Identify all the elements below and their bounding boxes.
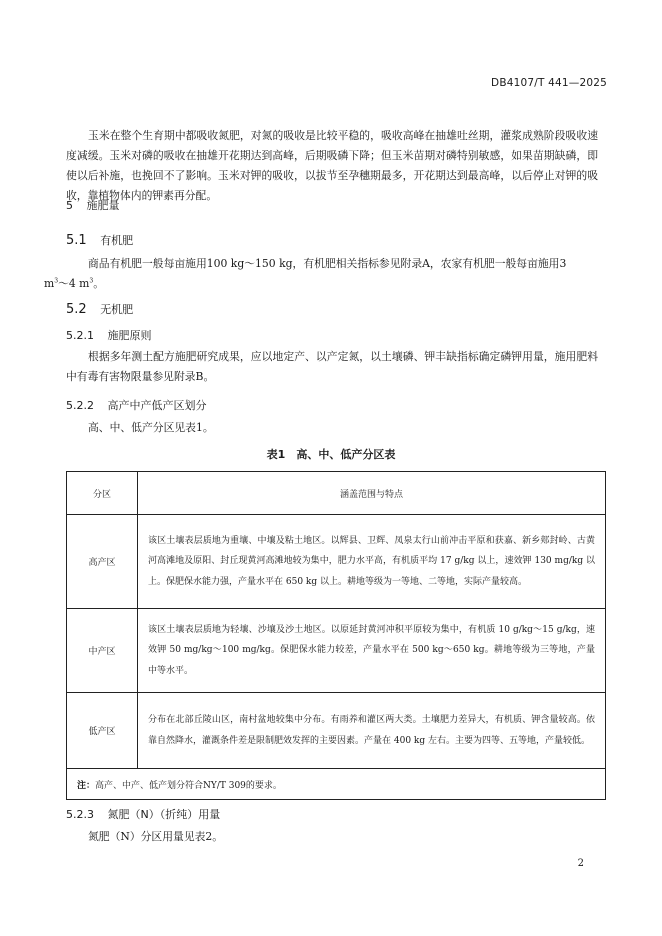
table-header-row [67, 472, 606, 515]
nitrogen-reference-paragraph: 氮肥（N）分区用量见表2。 [88, 830, 224, 843]
table-note [67, 769, 606, 800]
zone-cell: 中产区 [67, 609, 138, 693]
superscript: 3 [54, 277, 59, 285]
section-number: 5.2 [66, 302, 87, 317]
section-title: 施肥原则 [107, 329, 152, 342]
section-heading-5-2 [66, 301, 133, 317]
zone-cell: 高产区 [67, 515, 138, 609]
section-number: 5 [66, 199, 73, 212]
section-title: 氮肥（N）（折纯）用量 [107, 808, 221, 821]
superscript: 3 [89, 277, 94, 285]
note-text: 高产、中产、低产划分符合NY/T 309的要求。 [95, 780, 282, 791]
column-header-description: 涵盖范围与特点 [138, 472, 606, 515]
section-number: 5.1 [66, 233, 87, 248]
zone-reference-paragraph: 高、中、低产分区见表1。 [88, 421, 214, 434]
section-title: 有机肥 [100, 234, 134, 247]
table-row [67, 515, 606, 609]
unit-text: 。 [93, 277, 105, 290]
table-note-row [67, 769, 606, 800]
section-heading-5-1 [66, 232, 133, 248]
description-text: 该区土壤表层质地为重壤、中壤及粘土地区。以辉县、卫辉、凤泉太行山前冲击平原和获嘉、新乡郏封岭、古黄河高滩地及原阳、封丘现黄河高滩地较为集中，肥力水平高，有机质平均 17 g/kg 以上，速效钾 130 mg/kg 以上。保肥保水能力强，产量水平在 650 kg 以上。耕地等级为一等地、二等地，实际产量较高。 [148, 535, 595, 587]
intro-paragraph: 玉米在整个生育期中都吸收氮肥，对氮的吸收是比较平稳的，吸收高峰在抽雄吐丝期，灌浆成熟阶段吸收速度减缓。玉米对磷的吸收在抽雄开花期达到高峰，后期吸磷下降；但玉米苗期对磷特别敏感，如果苗期缺磷，即使以后补施，也挽回不了影响。玉米对钾的吸收，以拔节至孕穗期最多，开花期达到最高峰，以后停止对钾的吸收，靠植物体内的钾素再分配。 [66, 129, 598, 202]
description-text: 分布在北部丘陵山区，南村盆地较集中分布。有雨养和灌区两大类。土壤肥力差异大，有机质、钾含量较高。依靠自然降水，灌溉条件差是限制肥效发挥的主要因素。产量在 400 kg 左右。主要为四等、五等地，产量较低。 [148, 715, 595, 746]
section-number: 5.2.1 [66, 329, 94, 342]
section-title: 施肥量 [86, 199, 120, 212]
unit-text: m [44, 277, 55, 290]
section-number: 5.2.3 [66, 808, 94, 821]
table-caption: 表1 高、中、低产分区表 [266, 448, 396, 461]
section-heading-5-2-3 [66, 806, 220, 822]
table-row [67, 693, 606, 769]
note-label: 注： [77, 780, 96, 791]
section-title: 无机肥 [100, 303, 134, 316]
description-text: 该区土壤表层质地为轻壤、沙壤及沙土地区。以原延封黄河冲积平原较为集中，有机质 10 g/kg～15 g/kg，速效钾 50 mg/kg～100 mg/kg。保肥保水能力较差，产量水平在 500 kg～650 kg。耕地等级为三等地，产量中等水平。 [148, 624, 595, 676]
zone-table [66, 471, 606, 800]
description-cell [138, 609, 606, 693]
section-heading-5 [66, 197, 120, 213]
organic-fertilizer-paragraph [44, 254, 598, 294]
table-row [67, 609, 606, 693]
paragraph-text: 商品有机肥一般每亩施用100 kg～150 kg，有机肥相关指标参见附录A，农家有机肥一般每亩施用3 [88, 257, 567, 270]
section-heading-5-2-2 [66, 397, 207, 413]
page-number: 2 [577, 858, 584, 869]
section-number: 5.2.2 [66, 399, 94, 412]
section-heading-5-2-1 [66, 327, 152, 343]
section-title: 高产中产低产区划分 [107, 399, 207, 412]
unit-text: ～4 m [58, 277, 90, 290]
zone-cell: 低产区 [67, 693, 138, 769]
document-number: DB4107/T 441—2025 [491, 77, 607, 89]
fertilization-principle-paragraph: 根据多年测土配方施肥研究成果，应以地定产、以产定氮，以土壤磷、钾丰缺指标确定磷钾用量，施用肥料中有毒有害物限量参见附录B。 [66, 350, 598, 383]
description-cell [138, 515, 606, 609]
column-header-zone: 分区 [67, 472, 138, 515]
description-cell [138, 693, 606, 769]
